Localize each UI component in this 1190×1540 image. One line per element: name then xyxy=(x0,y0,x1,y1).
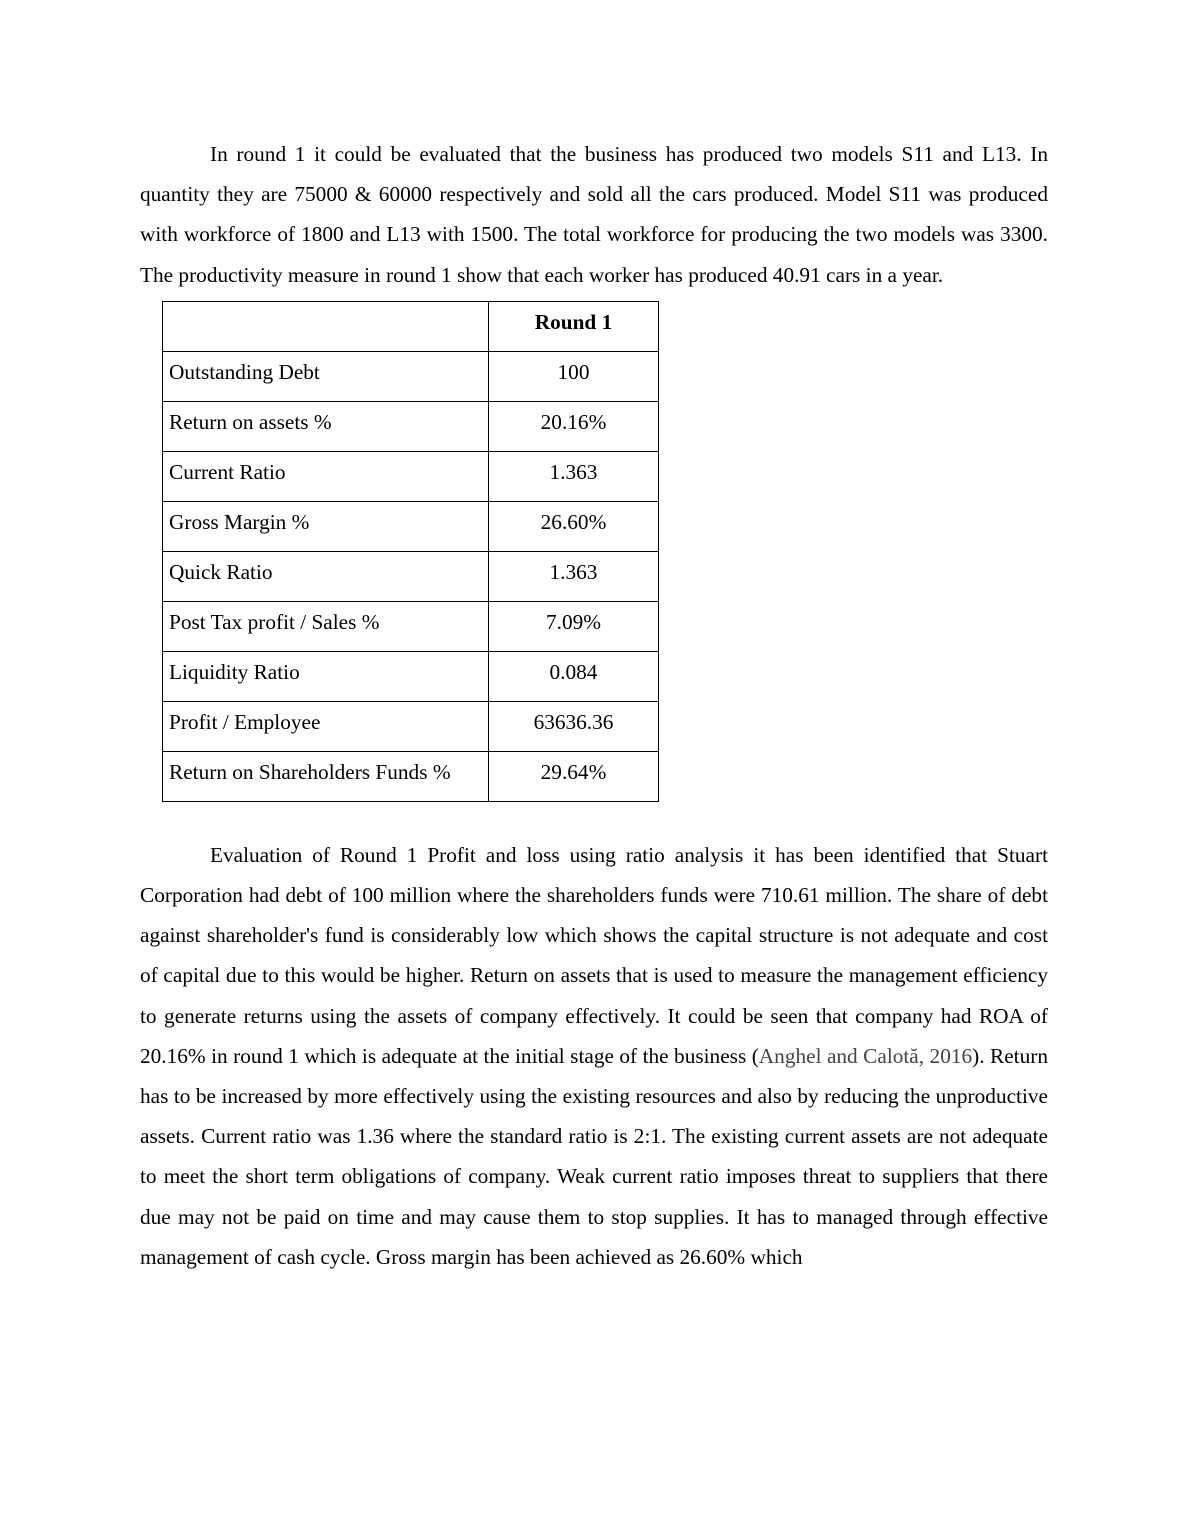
row-label: Liquidity Ratio xyxy=(163,651,489,701)
row-label: Quick Ratio xyxy=(163,551,489,601)
citation-link[interactable]: Anghel and Calotă, 2016 xyxy=(758,1043,973,1068)
row-label: Post Tax profit / Sales % xyxy=(163,601,489,651)
row-label: Outstanding Debt xyxy=(163,351,489,401)
row-label: Current Ratio xyxy=(163,451,489,501)
row-value: 0.084 xyxy=(489,651,659,701)
table-row xyxy=(163,551,659,601)
row-value: 1.363 xyxy=(489,451,659,501)
table-header-round: Round 1 xyxy=(489,301,659,351)
evaluation-text-end: ). Return has to be increased by more effectively using the existing resources and also by reducing the unproductive assets. Current ratio was 1.36 where the standard ratio is 2:1. The existing current assets are not adequate to meet the short term obligations of company. Weak current ratio imposes threat to suppliers that there due may not be paid on time and may cause them to stop supplies. It has to managed through effective management of cash cycle. Gross margin has been achieved as 26.60% which xyxy=(140,1043,1048,1269)
row-label: Return on assets % xyxy=(163,401,489,451)
table-row xyxy=(163,351,659,401)
ratio-table xyxy=(162,301,659,802)
row-value: 29.64% xyxy=(489,751,659,801)
page-content xyxy=(140,134,1048,1277)
row-value: 100 xyxy=(489,351,659,401)
row-label: Return on Shareholders Funds % xyxy=(163,751,489,801)
row-label: Profit / Employee xyxy=(163,701,489,751)
row-value: 26.60% xyxy=(489,501,659,551)
evaluation-text-start: Evaluation of Round 1 Profit and loss using ratio analysis it has been identified that Stuart Corporation had debt of 100 million where the shareholders funds were 710.61 million. The share of debt against shareholder's fund is considerably low which shows the capital structure is not adequate and cost of capital due to this would be higher. Return on assets that is used to measure the management efficiency to generate returns using the assets of company effectively. It could be seen that company had ROA of 20.16% in round 1 which is adequate at the initial stage of the business ( xyxy=(140,842,1048,1068)
table-row xyxy=(163,401,659,451)
evaluation-paragraph xyxy=(140,835,1048,1277)
row-value: 20.16% xyxy=(489,401,659,451)
table-row xyxy=(163,701,659,751)
table-row xyxy=(163,601,659,651)
table-row xyxy=(163,651,659,701)
table-row xyxy=(163,751,659,801)
row-value: 7.09% xyxy=(489,601,659,651)
row-value: 63636.36 xyxy=(489,701,659,751)
row-label: Gross Margin % xyxy=(163,501,489,551)
intro-paragraph: In round 1 it could be evaluated that the business has produced two models S11 and L13. In quantity they are 75000 & 60000 respectively and sold all the cars produced. Model S11 was produced with workforce of 1800 and L13 with 1500. The total workforce for producing the two models was 3300. The productivity measure in round 1 show that each worker has produced 40.91 cars in a year. xyxy=(140,142,1048,287)
table-header-label xyxy=(163,301,489,351)
table-row xyxy=(163,501,659,551)
table-row xyxy=(163,451,659,501)
table-header-row xyxy=(163,301,659,351)
row-value: 1.363 xyxy=(489,551,659,601)
